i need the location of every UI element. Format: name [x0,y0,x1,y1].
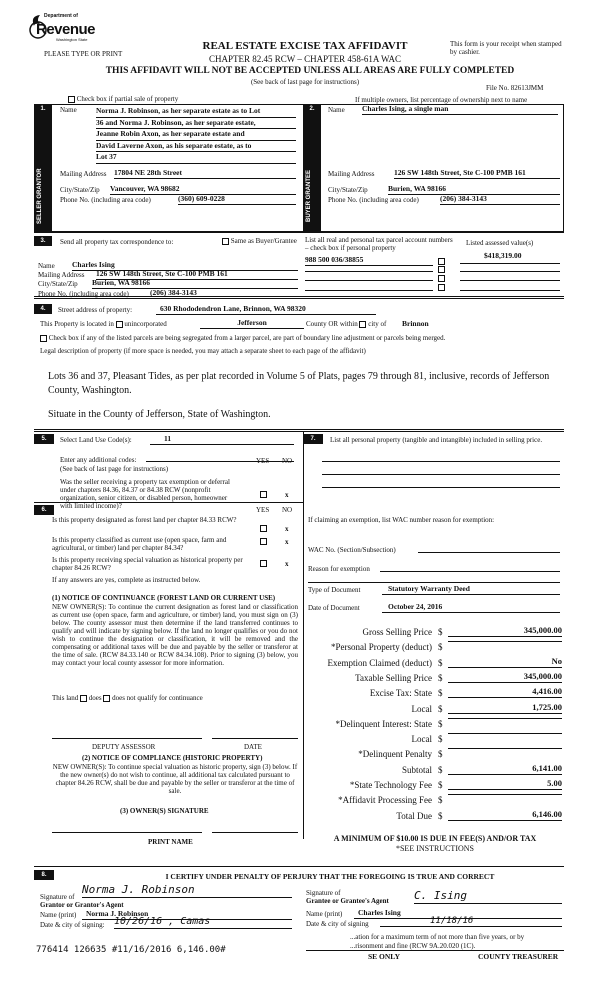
corr-name-label: Name [38,262,55,270]
street-label: Street address of property: [58,306,133,314]
form-see-back: (See back of last page for instructions) [250,78,360,86]
wac-label: WAC No. (Section/Subsection) [308,546,396,554]
seller-name-line: 36 and Norma J. Robinson, as her separate estate, [96,118,296,130]
s6-no-header: NO [282,506,293,514]
s6-yes-header: YES [256,506,270,514]
dollar-sign: $ [438,734,443,744]
section-2-badge: 2. [303,104,321,160]
corr-phone: (206) 384-3143 [150,289,298,299]
grantor-date-label: Date & city of signing: [40,921,105,929]
seller-city-label: City/State/Zip [60,186,100,194]
tax-row-value[interactable]: 4,416.00 [448,687,562,698]
does-checkbox[interactable] [80,695,87,702]
section-3-badge: 3. [34,236,52,246]
personal-property-label: List all personal property (tangible and intangible) included in selling price. [330,436,543,444]
section-7-badge: 7. [303,434,323,444]
tax-row-value[interactable] [448,641,562,642]
tax-row-label: *Delinquent Interest: State [335,719,432,729]
corr-mailing: 126 SW 148th Street, Ste C-100 PMB 161 [96,270,298,280]
exemption-yes-checkbox[interactable] [260,491,267,498]
grantor-name-label: Name (print) [40,911,77,919]
personal-property-checkbox[interactable] [438,266,445,273]
dollar-sign: $ [438,704,443,714]
dollar-sign: $ [438,811,443,821]
recording-stamp-text: 776414 126635 #11/16/2016 6,146.00# [36,945,226,955]
treasurer-use-only: SE ONLY [368,952,401,961]
section-1-badge: 1. [34,104,52,160]
same-as-buyer-label: Same as Buyer/Grantee [230,237,297,245]
same-as-buyer-checkbox[interactable] [222,238,229,245]
county-or-label: County OR [306,320,339,328]
parcel-number: 988 500 036/38855 [305,256,433,266]
dollar-sign: $ [438,658,443,668]
corr-city: Burien, WA 98166 [92,279,298,289]
city-checkbox[interactable] [359,321,366,328]
seller-name-line: Jeanne Robin Axon, as her separate estate and [96,129,296,141]
county-or-row [306,320,386,328]
seller-mailing: 17804 NE 28th Street [114,169,296,179]
buyer-mailing: 126 SW 148th Street, Ste C-100 PMB 161 [394,169,560,179]
multiple-owners-note: If multiple owners, list percentage of ownership next to name [355,96,528,104]
tax-row-value[interactable]: 6,146.00 [448,810,562,821]
buyer-phone: (206) 384-3143 [440,195,560,205]
corr-name: Charles Ising [72,261,298,271]
partial-sale-row [68,95,178,103]
buyer-name: Charles Ising, a single man [362,105,558,115]
tax-row-label: Local [411,704,432,714]
tax-row-value[interactable]: No [448,657,562,668]
tax-row-value[interactable]: 6,141.00 [448,764,562,775]
doc-type-label: Type of Document [308,586,361,594]
tax-row-value[interactable]: 345,000.00 [448,672,562,683]
legal-label: Legal description of property (if more space is needed, you may attach a separate sheet to each page of the affidavit) [40,347,366,355]
unincorporated-checkbox[interactable] [116,321,123,328]
grantor-signature[interactable]: Norma J. Robinson [82,884,292,898]
buyer-city: Burien, WA 98166 [388,185,560,195]
doc-date-label: Date of Document [308,604,360,612]
dollar-sign: $ [438,795,443,805]
located-row [40,320,167,328]
land-use-code: 11 [150,435,294,445]
property-city: Brinnon [402,319,429,328]
located-label: This Property is located in [40,320,114,328]
minimum-due: A MINIMUM OF $10.00 IS DUE IN FEE(S) AND/OR TAX [333,834,537,843]
partial-sale-checkbox[interactable] [68,96,75,103]
assessor-date-label: DATE [244,743,262,751]
file-number: File No. 82613JMM [486,84,544,92]
segregated-row [40,334,445,342]
dollar-sign: $ [438,765,443,775]
city-of-label: city of [368,320,387,328]
assessed-label: Listed assessed value(s) [466,239,534,247]
seller-name-line: David Laverne Axon, as his separate estate, as to [96,141,296,153]
tax-row-value[interactable] [448,794,562,795]
tax-row-label: Local [411,734,432,744]
perjury-note-2: ...risonment and fine (RCW 9A.20.020 (1C). [350,942,476,950]
print-name-label: PRINT NAME [148,838,193,846]
see-instructions: *SEE INSTRUCTIONS [395,844,474,853]
current-use-no-mark[interactable]: x [285,538,289,546]
corr-city-label: City/State/Zip [38,280,78,288]
exemption-claim-label: If claiming an exemption, list WAC number reason for exemption: [308,516,495,524]
s5-yes-header: YES [256,457,270,465]
compliance-text: NEW OWNER(S): To continue special valuation as historic property, sign (3) below. If the new owner(s) do not wish to continue, all additional tax calculated pursuant to chapter 84.26 RCW, shall be due and payable by the seller or transferor at the time of sale. [52,763,298,796]
dollar-sign: $ [438,780,443,790]
this-land-label: This land [52,694,79,702]
send-correspondence-label: Send all property tax correspondence to: [60,238,174,246]
perjury-note-1: ...ation for a maximum term of not more than five years, or by [350,933,525,941]
historic-no-mark[interactable]: x [285,560,289,568]
logo-dept: Department of [44,13,78,19]
same-as-buyer [222,237,297,245]
segregated-checkbox[interactable] [40,335,47,342]
tax-row-value[interactable]: 5.00 [448,779,562,790]
compliance-title: (2) NOTICE OF COMPLIANCE (HISTORIC PROPERTY) [82,754,263,762]
seller-name-line: Norma J. Robinson, as her separate estate as to Lot [96,106,296,118]
forest-no-mark[interactable]: x [285,525,289,533]
logo-state: Washington State [56,37,88,42]
exemption-no-mark[interactable]: x [285,491,289,499]
historic-question: Is this property receiving special valuation as historical property per chapter 84.26 RCW? [52,556,243,573]
dollar-sign: $ [438,719,443,729]
tax-row-value[interactable]: 1,725.00 [448,703,562,714]
buyer-phone-label: Phone No. (including area code) [328,196,419,204]
exemption-question: Was the seller receiving a property tax exemption or deferral under chapters 84.36, 84.37 or 84.38 RCW (nonprofit organization, senior citizen, or disabled person, homeowner with limited income)? [60,478,230,511]
recording-stamp [36,944,226,955]
buyer-side-label: BUYER GRANTEE [306,170,312,223]
corr-mailing-label: Mailing Address [38,271,85,279]
county-treasurer-label: COUNTY TREASURER [478,952,559,961]
qualify-row [52,694,203,702]
historic-yes-checkbox[interactable] [260,560,267,567]
tax-row-value[interactable] [448,718,562,719]
seller-name-line: Lot 37 [96,152,296,164]
land-use-label: Select Land Use Code(s): [60,436,132,444]
grantor-sig-label-2: Grantor or Grantor's Agent [40,901,124,909]
grantor-date-city[interactable]: 10/26/16 , Camas [114,916,292,929]
seller-mailing-label: Mailing Address [60,170,107,178]
partial-sale-label: Check box if partial sale of property [76,95,179,103]
corr-phone-label: Phone No. (including area code) [38,290,129,298]
section-6-badge: 6. [34,505,54,515]
receipt-note: This form is your receipt when stamped by cashier. [450,40,562,57]
continuance-title: (1) NOTICE OF CONTINUANCE (FOREST LAND OR CURRENT USE) [52,594,276,602]
seller-name-label: Name [60,106,77,114]
legal-situate: Situate in the County of Jefferson, State of Washington. [48,409,271,420]
legal-description: Lots 36 and 37, Pleasant Tides, as per plat recorded in Volume 5 of Plats, pages 79 through 81, inclusive, records of Jefferson County, Washington. [48,371,550,396]
additional-codes-note: (See back of last page for instructions) [60,465,169,473]
tax-row-value[interactable]: 345,000.00 [448,626,562,637]
buyer-city-label: City/State/Zip [328,186,368,194]
grantor-sig-label-1: Signature of [40,893,75,901]
dollar-sign: $ [438,673,443,683]
county-name: Jefferson [200,319,304,329]
grantee-date[interactable]: 11/18/16 [380,916,562,927]
seller-side-label: SELLER GRANTOR [37,168,43,224]
grantee-name: Charles Ising [354,909,562,919]
tax-row-value[interactable] [448,733,562,734]
section-4-badge: 4. [34,304,52,314]
grantee-date-label: Date & city of signing [306,920,369,928]
personal-property-checkbox[interactable] [438,275,445,282]
unincorporated-label: unincorporated [124,320,167,328]
section-5-badge: 5. [34,434,54,444]
tax-row-label: Taxable Selling Price [355,673,432,683]
tax-row-label: Gross Selling Price [362,627,432,637]
grantor-name: Norma J. Robinson [82,910,292,920]
grantee-name-label: Name (print) [306,910,343,918]
dollar-sign: $ [438,688,443,698]
within-label: within [339,320,358,328]
logo-word: Revenue [36,21,96,38]
tax-row-label: Exemption Claimed (deduct) [327,658,432,668]
assessed-value: $418,319.00 [484,251,522,260]
dor-logo [28,12,98,46]
grantee-sig-label-1: Signature of [306,889,341,897]
current-use-yes-checkbox[interactable] [260,538,267,545]
dollar-sign: $ [438,642,443,652]
tax-row-label: Total Due [396,811,432,821]
tax-row-label: *Personal Property (deduct) [331,642,432,652]
personal-property-checkbox[interactable] [438,258,445,265]
reason-label: Reason for exemption [308,565,370,573]
street-address: 630 Rhododendron Lane, Brinnon, WA 98320 [156,305,376,315]
s5-no-header: NO [282,457,293,465]
dollar-sign: $ [438,749,443,759]
deputy-assessor-label: DEPUTY ASSESSOR [92,743,156,751]
doc-type: Statutory Warranty Deed [382,585,560,595]
tax-row-label: Subtotal [401,765,432,775]
seller-city: Vancouver, WA 98682 [110,185,296,195]
continuance-text: NEW OWNER(S): To continue the current designation as forest land or classification as current use (open space, farm and agriculture, or timber) land, you must sign on (3) below. The county assessor must then determine if the land transferred continues to qualify and will indicate by signing below. If the land no longer qualifies or you do not wish to continue the designation or classification, it will be removed and the compensating or additional taxes will be due and payable by the seller or transferor at the time of sale. (RCW 84.33.140 or RCW 84.34.108). Prior to signing (3) below, you may contact your local county assessor for more information. [52,603,298,668]
buyer-name-label: Name [328,106,345,114]
form-title: REAL ESTATE EXCISE TAX AFFIDAVIT [202,40,408,52]
does-label: does [88,694,102,702]
seller-name [96,106,296,164]
segregated-label: Check box if any of the listed parcels are being segregated from a larger parcel, are part of boundary line adjustment or parcels being merged. [48,334,446,342]
does-not-label: does not qualify for continuance [112,694,203,702]
parcel-label: List all real and personal tax parcel account numbers – check box if personal property [305,236,453,253]
current-use-question: Is this property classified as current use (open space, farm and agricultural, or timber) land per chapter 84.34? [52,536,227,553]
seller-phone-label: Phone No. (including area code) [60,196,151,204]
tax-row-label: *Delinquent Penalty [358,749,432,759]
tax-row-label: Excise Tax: State [369,688,432,698]
tax-row-value[interactable] [448,748,562,749]
doc-date: October 24, 2016 [382,603,560,613]
answers-note: If any answers are yes, complete as instructed below. [52,576,201,584]
personal-property-checkbox[interactable] [438,284,445,291]
additional-codes-label: Enter any additional codes: [60,456,137,464]
form-chapter: CHAPTER 82.45 RCW – CHAPTER 458-61A WAC [209,54,401,64]
please-type: PLEASE TYPE OR PRINT [44,50,123,58]
buyer-mailing-label: Mailing Address [328,170,375,178]
tax-row-label: *State Technology Fee [349,780,432,790]
certify-statement: I CERTIFY UNDER PENALTY OF PERJURY THAT THE FOREGOING IS TRUE AND CORRECT [165,872,495,881]
forest-question: Is this property designated as forest land per chapter 84.33 RCW? [52,516,237,524]
grantee-sig-label-2: Grantee or Grantee's Agent [306,897,389,905]
tax-row-label: *Affidavit Processing Fee [338,795,432,805]
grantee-signature[interactable]: C. Ising [414,890,562,904]
does-not-checkbox[interactable] [103,695,110,702]
form-warning: THIS AFFIDAVIT WILL NOT BE ACCEPTED UNLESS ALL AREAS ARE FULLY COMPLETED [105,66,515,76]
forest-yes-checkbox[interactable] [260,525,267,532]
seller-phone: (360) 609-0228 [178,195,296,205]
section-8-badge: 8. [34,870,54,880]
owner-signature-label: (3) OWNER(S) SIGNATURE [120,807,209,815]
dollar-sign: $ [438,627,443,637]
